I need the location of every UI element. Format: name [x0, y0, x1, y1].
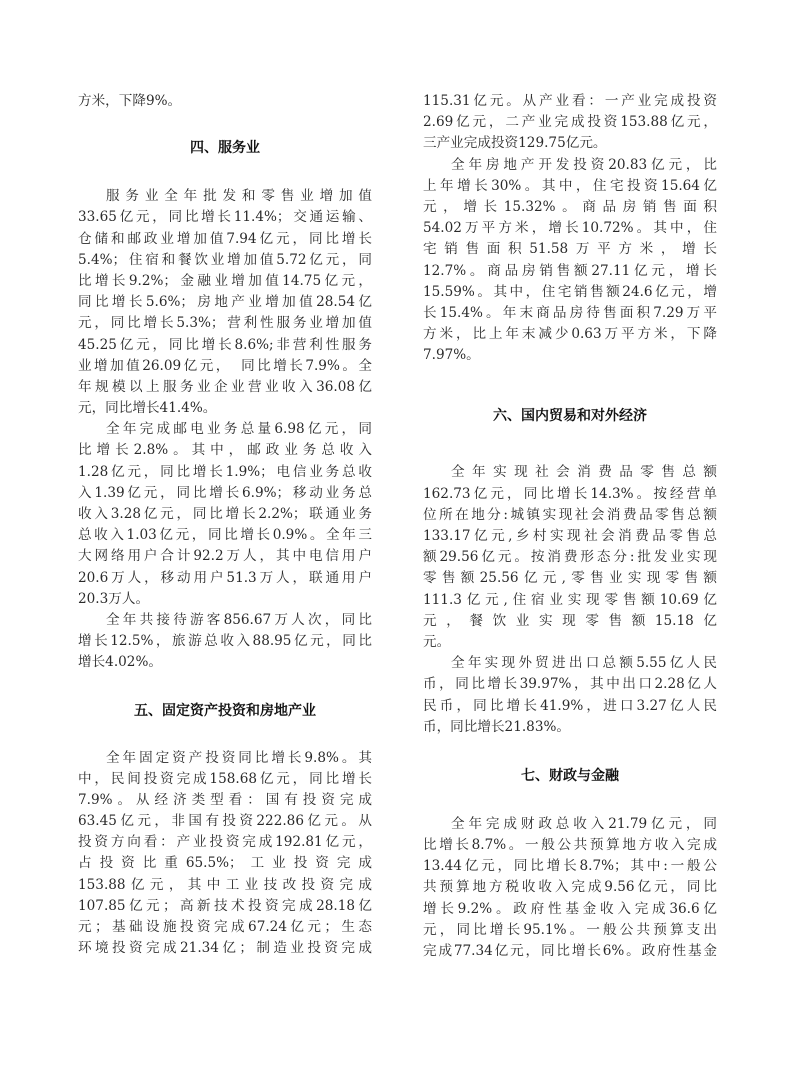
- left-column: [78, 91, 372, 959]
- paragraph: [423, 91, 717, 155]
- text-line: 三产业完成投资129.75亿元。: [423, 135, 607, 152]
- text-line: 2.69亿元，二产业完成投资153.88亿元，: [423, 114, 717, 131]
- text-line: 7.97%。: [423, 347, 480, 364]
- text-line: 115.31亿元。从产业看：一产业完成投资: [423, 93, 717, 109]
- text-line: 额29.56亿元。按消费形态分:批发业实现: [423, 549, 717, 566]
- text-line: 全年实现社会消费品零售总额: [451, 464, 717, 481]
- text-line: 162.73亿元，同比增长14.3%。按经营单: [423, 485, 717, 502]
- section-heading: 六、国内贸易和对外经济: [493, 408, 647, 425]
- text-line: 共预算地方税收收入完成9.56亿元，同比: [423, 879, 717, 896]
- text-line: 元，增长15.32%。商品房销售面积: [423, 198, 717, 215]
- text-line: 收入3.28亿元，同比增长2.2%；联通业务: [78, 506, 372, 522]
- text-line: 投资方向看：产业投资完成192.81亿元，: [78, 834, 372, 851]
- text-line: 币，同比增长21.83%。: [423, 718, 570, 735]
- text-line: 零售额25.56亿元,零售业实现零售额: [423, 570, 717, 587]
- text-line: 元，餐饮业实现零售额15.18亿: [423, 612, 717, 629]
- text-line: 增长12.5%，旅游总收入88.95亿元，同比: [78, 633, 372, 650]
- text-line: 长15.4%。年末商品房待售面积7.29万平: [423, 304, 717, 321]
- paragraph: [78, 610, 372, 674]
- text-line: 全年实现外贸进出口总额5.55亿人民: [451, 655, 717, 672]
- text-line: 63.45亿元，非国有投资222.86亿元。从: [78, 813, 372, 830]
- text-line: 107.85亿元；高新技术投资完成28.18亿: [78, 897, 372, 914]
- text-line: 全年固定资产投资同比增长9.8%。其: [106, 749, 372, 766]
- text-line: 54.02万平方米，增长10.72%。其中，住: [423, 220, 717, 237]
- text-line: 153.88亿元，其中工业技改投资完成: [78, 876, 372, 893]
- text-line: 方米，下降9%。: [78, 93, 182, 109]
- text-line: 环境投资完成21.34亿；制造业投资完成: [78, 940, 372, 957]
- text-line: 7.9%。从经济类型看：国有投资完成: [78, 791, 372, 808]
- text-line: 民币，同比增长41.9%，进口3.27亿人民: [423, 697, 717, 714]
- right-column: [423, 91, 717, 962]
- text-line: 15.59%。其中，住宅销售额24.6亿元，增: [423, 283, 717, 300]
- text-line: 年规模以上服务业企业营业收入36.08亿: [78, 378, 372, 395]
- text-line: 业增加值26.09亿元， 同比增长7.9%。全: [78, 357, 372, 374]
- paragraph: [78, 419, 372, 610]
- paragraph: [78, 91, 372, 112]
- text-line: 比增长9.2%；金融业增加值14.75亿元，: [78, 272, 372, 289]
- paragraph: [423, 155, 717, 367]
- text-line: 增长9.2%。政府性基金收入完成36.6亿: [423, 900, 717, 917]
- text-line: 1.28亿元，同比增长1.9%；电信业务总收: [78, 463, 372, 480]
- text-line: 上年增长30%。其中，住宅投资15.64亿: [423, 177, 717, 194]
- text-line: 同比增长5.6%；房地产业增加值28.54亿: [78, 294, 372, 311]
- text-line: 45.25亿元，同比增长8.6%;非营利性服务: [78, 336, 372, 353]
- text-line: 位所在地分:城镇实现社会消费品零售总额: [423, 506, 717, 523]
- paragraph: [423, 814, 717, 962]
- text-line: 全年房地产开发投资20.83亿元，比: [451, 156, 717, 173]
- text-line: 全年共接待游客856.67万人次，同比: [106, 611, 372, 628]
- text-line: 20.3万人。: [78, 590, 150, 607]
- paragraph: [78, 748, 372, 960]
- text-line: 12.7%。商品房销售额27.11亿元，增长: [423, 262, 717, 279]
- section-heading: 七、财政与金融: [521, 767, 619, 784]
- text-line: 占投资比重65.5%；工业投资完成: [78, 855, 372, 872]
- text-line: 中，民间投资完成158.68亿元，同比增长: [78, 770, 372, 787]
- text-line: 元；基础设施投资完成67.24亿元；生态: [78, 919, 372, 935]
- text-line: 比增长2.8%。其中，邮政业务总收入: [78, 442, 372, 459]
- text-line: 完成77.34亿元，同比增长6%。政府性基金: [423, 943, 717, 959]
- text-line: 111.3亿元,住宿业实现零售额10.69亿: [423, 591, 717, 608]
- text-line: 元。: [423, 633, 451, 650]
- text-line: 元，同比增长95.1%。一般公共预算支出: [423, 921, 717, 938]
- text-line: 全年完成财政总收入21.79亿元，同: [451, 815, 717, 832]
- text-line: 元，同比增长41.4%。: [78, 400, 217, 417]
- paragraph: [423, 462, 717, 653]
- text-line: 20.6万人，移动用户51.3万人，联通用户: [78, 569, 372, 586]
- text-line: 仓储和邮政业增加值7.94亿元，同比增长: [78, 230, 372, 247]
- text-line: 33.65亿元，同比增长11.4%；交通运输、: [78, 209, 372, 226]
- text-line: 133.17亿元,乡村实现社会消费品零售总: [423, 528, 717, 544]
- text-line: 服务业全年批发和零售业增加值: [106, 188, 372, 205]
- text-line: 方米，比上年末减少0.63万平方米，下降: [423, 326, 717, 343]
- text-line: 比增长8.7%。一般公共预算地方收入完成: [423, 837, 717, 854]
- section-heading: 四、服务业: [190, 140, 260, 157]
- text-line: 13.44亿元，同比增长8.7%；其中:一般公: [423, 858, 717, 875]
- text-line: 元，同比增长5.3%；营利性服务业增加值: [78, 315, 372, 332]
- text-line: 全年完成邮电业务总量6.98亿元，同: [106, 421, 372, 438]
- text-line: 入1.39亿元，同比增长6.9%；移动业务总: [78, 484, 372, 501]
- section-heading: 五、固定资产投资和房地产业: [134, 702, 316, 719]
- text-line: 大网络用户合计92.2万人，其中电信用户: [78, 548, 372, 565]
- text-line: 总收入1.03亿元，同比增长0.9%。全年三: [78, 527, 372, 544]
- text-line: 币，同比增长39.97%，其中出口2.28亿人: [423, 676, 717, 693]
- paragraph: [423, 653, 717, 738]
- text-line: 增长4.02%。: [78, 654, 162, 671]
- text-line: 宅销售面积51.58万平方米，增长: [423, 241, 717, 258]
- paragraph: [78, 186, 372, 419]
- text-line: 5.4%；住宿和餐饮业增加值5.72亿元，同: [78, 251, 372, 268]
